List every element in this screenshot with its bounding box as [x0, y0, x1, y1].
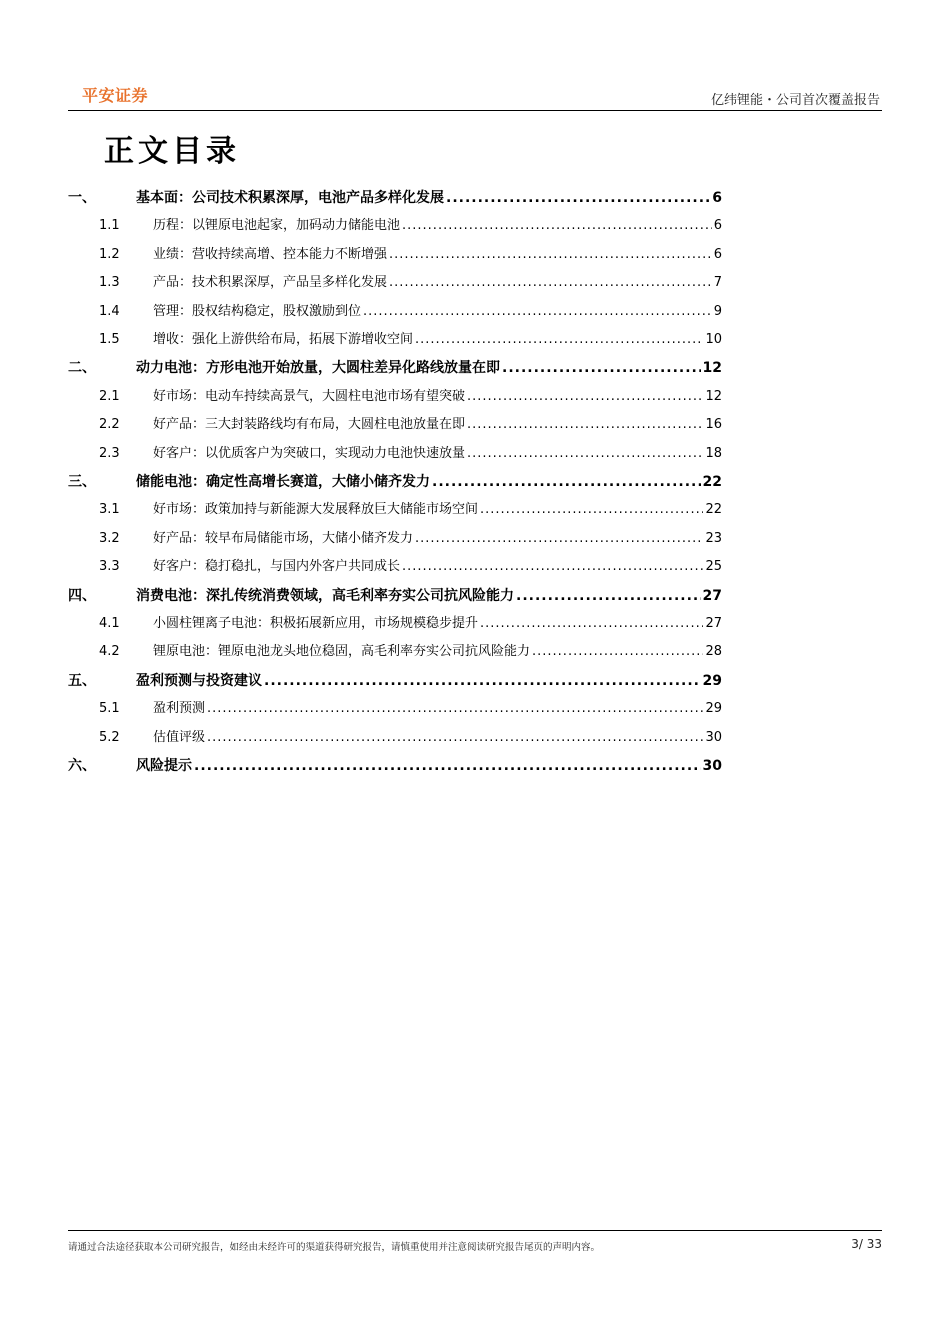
- toc-entry-title[interactable]: 消费电池：深扎传统消费领域，高毛利率夯实公司抗风险能力: [136, 587, 514, 604]
- toc-entry-page: 18: [705, 445, 722, 461]
- toc-entry-title[interactable]: 历程：以锂原电池起家，加码动力储能电池: [153, 218, 401, 234]
- toc-entry-number: 2.2: [99, 417, 120, 433]
- toc-entry[interactable]: [0, 187, 950, 209]
- toc-entry[interactable]: [0, 670, 950, 692]
- toc-entry-number: 3.1: [99, 502, 120, 518]
- toc-entry-number: 5.2: [99, 729, 120, 745]
- toc-entry[interactable]: [0, 272, 950, 294]
- toc-entry-number: 3.2: [99, 530, 120, 546]
- toc-entry-page: 27: [702, 587, 722, 604]
- toc-entry-page: 30: [705, 729, 722, 745]
- toc-entry-line: [153, 386, 722, 408]
- toc-entry-page: 27: [705, 616, 722, 631]
- toc-entry-number: 2.3: [99, 445, 120, 461]
- toc-entry[interactable]: [0, 414, 950, 436]
- toc-entry-number: 三、: [68, 474, 96, 490]
- toc-entry-line: [153, 272, 722, 294]
- toc-entry-title[interactable]: 好客户：以优质客户为突破口，实现动力电池快速放量: [153, 445, 466, 461]
- toc-entry[interactable]: [0, 357, 950, 379]
- toc-entry-title[interactable]: 基本面：公司技术积累深厚，电池产品多样化发展: [136, 190, 444, 206]
- toc-entry[interactable]: [0, 244, 950, 266]
- toc-entry-page: 7: [713, 275, 722, 291]
- toc-entry-title[interactable]: 锂原电池：锂原电池龙头地位稳固，高毛利率夯实公司抗风险能力: [153, 644, 531, 660]
- toc-entry[interactable]: [0, 698, 950, 720]
- toc-entry-page: 23: [705, 530, 722, 546]
- toc-entry-page: 22: [702, 474, 722, 490]
- page-title: 正文目录: [104, 134, 240, 169]
- toc-entry-page: 12: [702, 360, 722, 377]
- toc-entry-line: [153, 528, 722, 550]
- toc-entry[interactable]: [0, 471, 950, 493]
- toc-entry-page: 28: [705, 644, 722, 660]
- toc-entry-page: 6: [712, 190, 722, 206]
- toc-entry-title[interactable]: 盈利预测: [153, 701, 206, 717]
- toc-entry-line: [153, 641, 722, 663]
- toc-dot-leader: [467, 443, 703, 465]
- toc-dot-leader: [402, 556, 703, 578]
- toc-entry-line: [153, 556, 722, 578]
- toc-entry-line: [136, 187, 722, 209]
- header-logo: 平安证券: [82, 86, 149, 105]
- toc-dot-leader: [264, 670, 701, 692]
- toc-entry-line: [153, 698, 722, 720]
- toc-entry-title[interactable]: 产品：技术积累深厚，产品呈多样化发展: [153, 275, 388, 291]
- toc-dot-leader: [415, 329, 703, 351]
- toc-dot-leader: [502, 357, 701, 379]
- toc-entry-page: 25: [705, 559, 722, 575]
- header-rule: [68, 110, 882, 111]
- header-report-title: 亿纬锂能・公司首次覆盖报告: [710, 93, 880, 108]
- toc-entry-line: [153, 414, 722, 436]
- toc-entry-number: 2.1: [99, 388, 120, 404]
- toc-entry[interactable]: [0, 499, 950, 521]
- toc-entry-title[interactable]: 盈利预测与投资建议: [136, 672, 262, 689]
- toc-dot-leader: [467, 414, 703, 436]
- toc-entry-number: 3.3: [99, 559, 120, 575]
- toc-entry-line: [153, 613, 722, 635]
- footer-disclaimer: 请通过合法途径获取本公司研究报告，如经由未经许可的渠道获得研究报告，请慎重使用并注意阅读研究报告尾页的声明内容。: [68, 1242, 601, 1253]
- toc-dot-leader: [467, 386, 703, 408]
- toc-entry[interactable]: [0, 585, 950, 607]
- toc-entry-page: 6: [713, 218, 722, 234]
- toc-entry-line: [136, 585, 722, 607]
- toc-entry-title[interactable]: 小圆柱锂离子电池：积极拓展新应用，市场规模稳步提升: [153, 616, 479, 631]
- footer-rule: [68, 1230, 882, 1231]
- toc-entry-number: 4.1: [99, 616, 120, 631]
- toc-entry-page: 16: [705, 417, 722, 433]
- toc-entry-page: 22: [705, 502, 722, 518]
- toc-entry-title[interactable]: 好市场：政策加持与新能源大发展释放巨大储能市场空间: [153, 502, 479, 518]
- toc-entry-number: 五、: [68, 672, 96, 689]
- toc-entry-title[interactable]: 风险提示: [136, 758, 192, 774]
- toc-entry-number: 一、: [68, 190, 96, 206]
- toc-dot-leader: [446, 187, 710, 209]
- toc-entry-title[interactable]: 动力电池：方形电池开始放量，大圆柱差异化路线放量在即: [136, 360, 500, 377]
- toc-dot-leader: [363, 301, 712, 323]
- toc-entry[interactable]: [0, 727, 950, 749]
- toc-entry-title[interactable]: 好市场：电动车持续高景气，大圆柱电池市场有望突破: [153, 388, 466, 404]
- toc-entry-number: 六、: [68, 758, 96, 774]
- toc-entry-title[interactable]: 好产品：三大封装路线均有布局，大圆柱电池放量在即: [153, 417, 466, 433]
- toc-entry-title[interactable]: 业绩：营收持续高增、控本能力不断增强: [153, 246, 388, 262]
- toc-entry[interactable]: [0, 613, 950, 635]
- toc-entry-number: 4.2: [99, 644, 120, 660]
- toc-entry-title[interactable]: 管理：股权结构稳定，股权激励到位: [153, 303, 362, 319]
- toc-entry[interactable]: [0, 528, 950, 550]
- toc-dot-leader: [480, 613, 703, 635]
- toc-entry-title[interactable]: 好产品：较早布局储能市场，大储小储齐发力: [153, 530, 414, 546]
- toc-entry[interactable]: [0, 641, 950, 663]
- toc-entry-line: [153, 215, 722, 237]
- toc-entry-line: [136, 471, 722, 493]
- toc-entry-line: [153, 301, 722, 323]
- toc-entry-title[interactable]: 好客户：稳打稳扎，与国内外客户共同成长: [153, 559, 401, 575]
- toc-entry-page: 6: [713, 246, 722, 262]
- toc-entry-number: 四、: [68, 587, 96, 604]
- toc-entry-page: 29: [702, 672, 722, 689]
- toc-entry-number: 1.3: [99, 275, 120, 291]
- toc-entry-line: [136, 357, 722, 379]
- toc-entry-page: 30: [702, 758, 722, 774]
- toc-entry-page: 29: [705, 701, 722, 717]
- toc-entry-number: 5.1: [99, 701, 120, 717]
- toc-entry[interactable]: [0, 556, 950, 578]
- toc-entry-title[interactable]: 增收：强化上游供给布局，拓展下游增收空间: [153, 332, 414, 347]
- footer-page-number: 3/ 33: [851, 1237, 882, 1251]
- toc-entry[interactable]: [0, 443, 950, 465]
- toc-dot-leader: [389, 244, 712, 266]
- toc-entry-number: 1.2: [99, 246, 120, 262]
- toc-dot-leader: [207, 727, 703, 749]
- toc-dot-leader: [194, 755, 701, 777]
- toc-entry-line: [136, 670, 722, 692]
- toc-entry-number: 1.4: [99, 303, 120, 319]
- toc-entry-page: 10: [705, 332, 722, 347]
- toc-dot-leader: [389, 272, 712, 294]
- toc-entry-page: 9: [713, 303, 722, 319]
- toc-dot-leader: [432, 471, 701, 493]
- toc-entry-page: 12: [705, 388, 722, 404]
- toc-entry-line: [153, 443, 722, 465]
- toc-entry[interactable]: [0, 301, 950, 323]
- toc-entry-number: 二、: [68, 360, 96, 377]
- toc-dot-leader: [415, 528, 703, 550]
- toc-entry[interactable]: [0, 329, 950, 351]
- toc-entry[interactable]: [0, 386, 950, 408]
- toc-dot-leader: [402, 215, 712, 237]
- toc-entry-line: [153, 727, 722, 749]
- toc-entry-number: 1.1: [99, 218, 120, 234]
- toc-dot-leader: [532, 641, 703, 663]
- toc-dot-leader: [480, 499, 703, 521]
- toc-entry-title[interactable]: 储能电池：确定性高增长赛道，大储小储齐发力: [136, 474, 430, 490]
- toc-entry-number: 1.5: [99, 332, 120, 347]
- toc-entry-title[interactable]: 估值评级: [153, 729, 206, 745]
- toc-entry-line: [153, 244, 722, 266]
- toc-entry[interactable]: [0, 755, 950, 777]
- toc-dot-leader: [516, 585, 701, 607]
- toc-dot-leader: [207, 698, 703, 720]
- toc-entry-line: [153, 329, 722, 351]
- toc-entry[interactable]: [0, 215, 950, 237]
- toc-entry-line: [136, 755, 722, 777]
- toc-entry-line: [153, 499, 722, 521]
